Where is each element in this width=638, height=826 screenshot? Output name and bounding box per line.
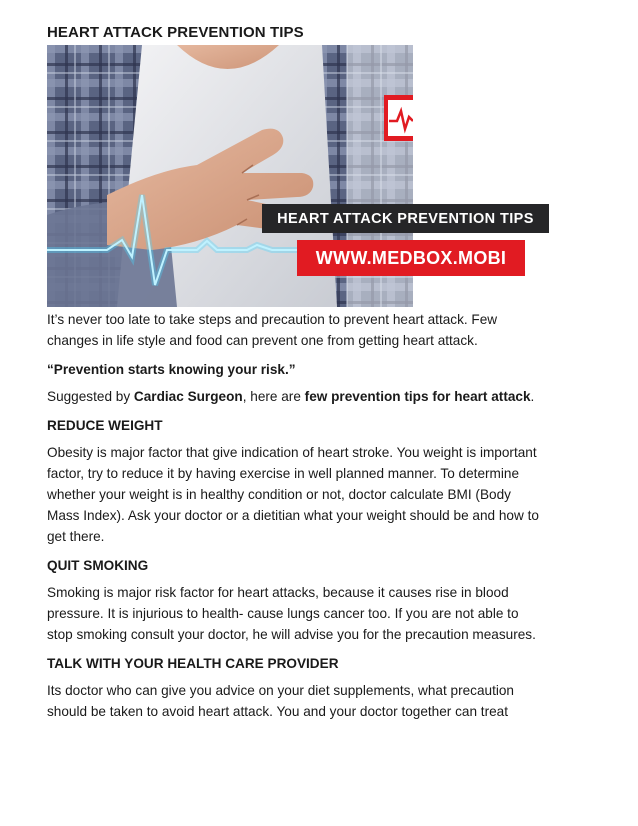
quote: “Prevention starts knowing your risk.” [47, 362, 296, 377]
suggested-paragraph [47, 386, 547, 407]
section-heading-health-care-provider: TALK WITH YOUR HEALTH CARE PROVIDER [47, 656, 339, 671]
section-heading-reduce-weight: REDUCE WEIGHT [47, 418, 163, 433]
intro-paragraph: It’s never too late to take steps and precaution to prevent heart attack. Few changes in life style and food can prevent one from getting heart attack. [47, 312, 498, 348]
image-banner-url: WWW.MEDBOX.MOBI [297, 240, 525, 276]
section-text-health-care-provider: Its doctor who can give you advice on your diet supplements, what precaution should be taken to avoid heart attack. You and your doctor together can treat [47, 683, 514, 719]
heartbeat-logo-icon [384, 95, 413, 141]
image-banner-title: HEART ATTACK PREVENTION TIPS [262, 204, 549, 233]
page-title: HEART ATTACK PREVENTION TIPS [47, 24, 304, 41]
section-heading-quit-smoking: QUIT SMOKING [47, 558, 149, 573]
section-text-quit-smoking: Smoking is major risk factor for heart attacks, because it causes rise in blood pressure. It is injurious to health- cause lungs cancer too. If you are not able to stop smoking consult your doctor, he will advise you for the precaution measures. [47, 585, 536, 642]
suggested-middle: , here are [242, 389, 305, 404]
section-text-reduce-weight: Obesity is major factor that give indication of heart stroke. You weight is important factor, try to reduce it by having exercise in well planned manner. To determine whether your weight is in healthy condition or not, doctor calculate BMI (Body Mass Index). Ask your doctor or a dietitian what your weight should be and how to get there. [47, 445, 539, 544]
suggested-prefix: Suggested by [47, 389, 134, 404]
suggested-bold-tips: few prevention tips for heart attack [304, 389, 531, 404]
suggested-suffix: . [530, 389, 535, 404]
suggested-bold-surgeon: Cardiac Surgeon [133, 389, 243, 404]
article-body [47, 309, 547, 730]
